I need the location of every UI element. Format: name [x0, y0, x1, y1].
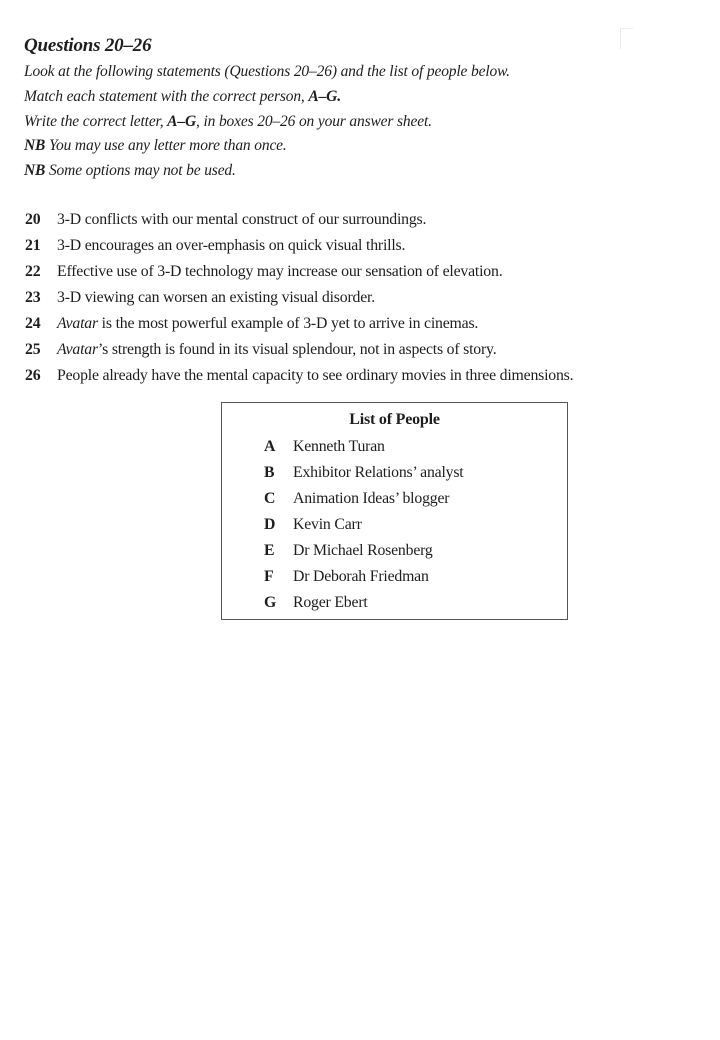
person-letter: B — [264, 464, 275, 481]
statement-body: 3-D encourages an over-emphasis on quick visual thrills. — [57, 237, 406, 254]
person-item — [264, 538, 463, 564]
person-name: Exhibitor Relations’ analyst — [293, 464, 464, 481]
statement-item — [25, 337, 573, 363]
questions-heading: Questions 20–26 — [24, 35, 152, 56]
person-letter: A — [264, 438, 276, 455]
instruction-line-3 — [24, 110, 510, 135]
statement-body: Effective use of 3-D technology may increase our sensation of elevation. — [57, 263, 503, 280]
statement-number: 23 — [25, 289, 41, 306]
instruction-question-range: Questions 20–26 — [229, 63, 332, 80]
instruction-text: Match each statement with the correct person, — [24, 87, 309, 105]
person-item — [264, 460, 463, 486]
statement-number: 20 — [25, 211, 41, 228]
instruction-letter-range: A–G — [308, 87, 338, 105]
person-item — [264, 590, 463, 616]
person-letter: F — [264, 568, 274, 585]
instruction-line-1 — [24, 60, 510, 85]
statement-number: 24 — [25, 315, 41, 332]
person-name: Animation Ideas’ blogger — [293, 490, 450, 507]
instruction-text: , in boxes 20–26 on your answer sheet. — [196, 112, 432, 130]
statement-number: 21 — [25, 237, 41, 254]
person-letter: E — [264, 542, 275, 559]
person-item — [264, 564, 463, 590]
instruction-line-2 — [24, 85, 510, 110]
instruction-text: . — [337, 87, 341, 105]
statement-item — [25, 285, 573, 311]
statement-body: 3-D conflicts with our mental construct of our surroundings. — [57, 211, 427, 228]
nb-label: NB — [24, 137, 46, 155]
person-name: Dr Deborah Friedman — [293, 568, 429, 585]
person-item — [264, 512, 463, 538]
person-name: Dr Michael Rosenberg — [293, 542, 433, 559]
nb-text: Some options may not be used. — [45, 162, 236, 180]
statement-text — [57, 207, 426, 233]
person-item — [264, 486, 463, 512]
statements-list — [25, 207, 573, 389]
statement-body: ’s strength is found in its visual splendour, not in aspects of story. — [97, 341, 497, 358]
nb-text: You may use any letter more than once. — [45, 137, 287, 155]
instruction-text: Look at the following statements ( — [24, 63, 230, 80]
person-letter: D — [264, 516, 276, 533]
statement-body: is the most powerful example of 3-D yet to arrive in cinemas. — [97, 315, 479, 332]
statement-number: 25 — [25, 341, 41, 358]
instruction-text: ) and the list of people below. — [331, 63, 510, 80]
list-of-people-box — [221, 402, 568, 620]
instruction-letter-range: A–G — [167, 112, 197, 130]
nb-note-2 — [24, 159, 510, 184]
statement-item — [25, 311, 573, 337]
statement-item — [25, 207, 573, 233]
person-name: Kevin Carr — [293, 516, 362, 533]
person-name: Roger Ebert — [293, 594, 368, 611]
statement-text — [57, 337, 496, 363]
list-of-people-title: List of People — [349, 411, 440, 428]
instruction-text: Write the correct letter, — [24, 112, 168, 130]
person-name: Kenneth Turan — [293, 438, 385, 455]
statement-text — [57, 285, 375, 311]
statement-text — [57, 259, 502, 285]
person-letter: C — [264, 490, 276, 507]
statement-number: 22 — [25, 263, 41, 280]
statement-text — [57, 233, 405, 259]
statement-number: 26 — [25, 367, 41, 384]
statement-italic: Avatar — [57, 341, 98, 358]
nb-note-1 — [24, 134, 510, 159]
nb-label: NB — [24, 162, 46, 180]
statement-text — [57, 311, 478, 337]
statement-item — [25, 363, 573, 389]
statement-item — [25, 259, 573, 285]
statement-item — [25, 233, 573, 259]
scan-artifact — [620, 28, 633, 49]
person-item — [264, 434, 463, 460]
statement-italic: Avatar — [57, 315, 98, 332]
instructions-block — [24, 34, 510, 184]
person-letter: G — [264, 594, 277, 611]
people-list — [264, 434, 463, 616]
statement-body: 3-D viewing can worsen an existing visual disorder. — [57, 289, 375, 306]
statement-text — [57, 363, 573, 389]
statement-body: People already have the mental capacity to see ordinary movies in three dimensions. — [57, 367, 574, 384]
